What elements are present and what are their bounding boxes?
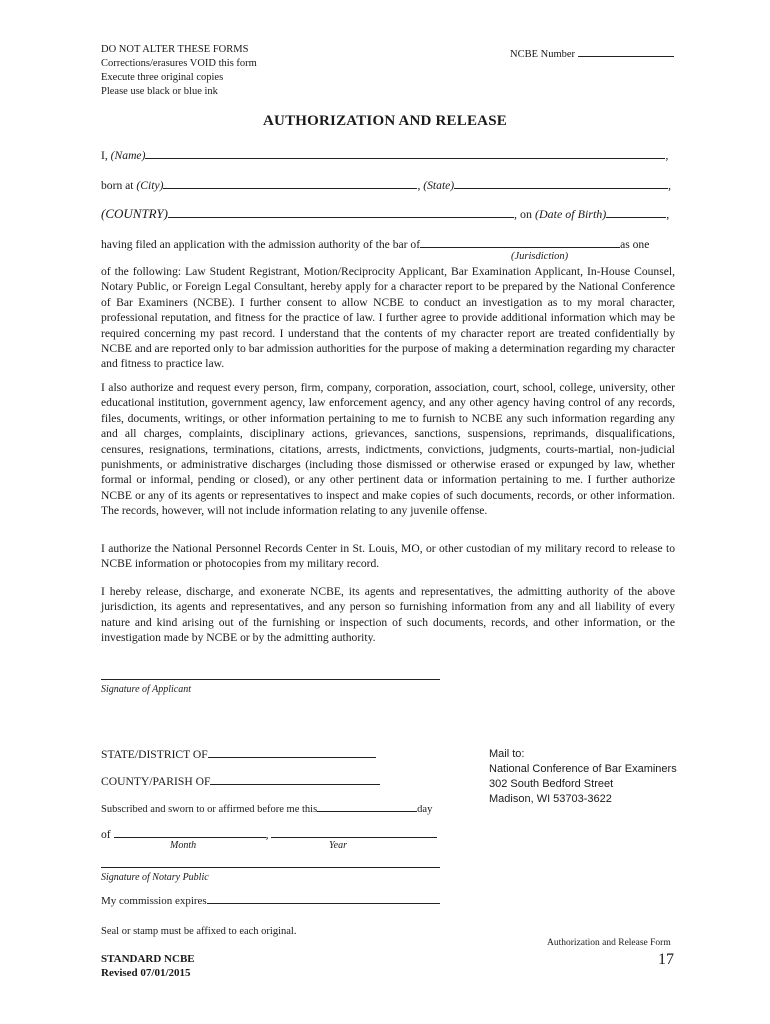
authorization-paragraph: I also authorize and request every person, firm, company, corporation, association, court, school, college, university, other educational institution, government agency, law enforcement agency, and any other agency having control of any records, files, documents, writings, or other information pertaining to me to furnish to NCBE any such information regarding any and all charges, complaints, disciplinary actions, grievances, sanctions, suspensions, reprimands, disqualifications, censures, resignations, terminations, citations, arrests, indictments, convictions, judgments, courts-martial, non-judicial punishments, or administrative discharges (including those dismissed or otherwise erased or expunged by law, whether formal or informal, pending or closed), or any other pertinent data or information pertaining to me. I further authorize NCBE or any of its agents or representatives to inspect and make copies of such documents, records, or other information. The records, however, will not include information relating to any juvenile offense. (101, 381, 675, 518)
mail-address-line: 302 South Bedford Street (489, 778, 614, 790)
state-district-row (101, 746, 376, 761)
on-label: , on (513, 207, 535, 221)
country-label: (COUNTRY) (101, 206, 168, 221)
state-district-label: STATE/DISTRICT OF (101, 748, 208, 761)
release-paragraph: I hereby release, discharge, and exonerate NCBE, its agents and representatives, the admitting authority of the above jurisdiction, its agents and representatives, and any person so furnishing information from any and all liability of every nature and kind arising out of the furnishing or inspection of such documents, records, and other information, or the investigation made by NCBE or by the admitting authority. (101, 585, 675, 645)
birthplace-row: born at (City) , (State) , (101, 179, 672, 192)
commission-input[interactable] (207, 892, 440, 904)
year-input[interactable] (271, 826, 437, 838)
page-title: AUTHORIZATION AND RELEASE (263, 113, 507, 129)
applicant-signature-label: Signature of Applicant (101, 684, 191, 695)
county-parish-row (101, 773, 380, 788)
as-one-text: as one (620, 238, 650, 251)
consent-paragraph: of the following: Law Student Registrant, Motion/Reciprocity Applicant, Bar Examination Applicant, In-House Counsel, Notary Public, or Foreign Legal Consultant, hereby apply for a character report to be prepared by the National Conference of Bar Examiners (NCBE). I further consent to allow NCBE to conduct an investigation as to my moral character, professional reputation, and fitness for the practice of law. I further agree to provide additional information which may be required concerning my past record. I understand that the contents of my character report are treated confidentially by NCBE and are reported only to bar admission authorities for the purpose of making a determination regarding my character and fitness to practice law. (101, 265, 675, 371)
notice-line: DO NOT ALTER THESE FORMS (101, 44, 249, 55)
seal-note: Seal or stamp must be affixed to each original. (101, 926, 297, 937)
state-district-input[interactable] (208, 746, 376, 758)
notary-signature-label: Signature of Notary Public (101, 872, 209, 883)
name-input[interactable] (145, 147, 665, 159)
notice-line: Please use black or blue ink (101, 86, 218, 97)
day-input[interactable] (317, 800, 417, 812)
day-label: day (417, 804, 433, 815)
county-parish-input[interactable] (210, 773, 380, 785)
notary-signature-line[interactable] (101, 867, 440, 868)
month-label: Month (170, 840, 197, 851)
ncbe-number-label: NCBE Number (510, 49, 576, 60)
country-row: (COUNTRY) , on (Date of Birth) , (101, 206, 670, 221)
jurisdiction-label: (Jurisdiction) (511, 251, 569, 262)
county-parish-label: COUNTY/PARISH OF (101, 775, 211, 788)
year-label: Year (329, 840, 347, 851)
military-record-paragraph: I authorize the National Personnel Records Center in St. Louis, MO, or other custodian of my military record to release to NCBE information or photocopies from my military record. (101, 542, 675, 571)
dob-label: (Date of Birth) (534, 207, 607, 221)
dob-input[interactable] (606, 206, 666, 218)
standard-label: STANDARD NCBE (101, 953, 195, 965)
footer-standard (101, 952, 195, 980)
application-text: having filed an application with the admission authority of the bar of (101, 238, 421, 251)
state-label: (State) (423, 179, 455, 192)
commission-row (101, 892, 440, 907)
notice-line: Execute three original copies (101, 72, 224, 83)
form-name: Authorization and Release Form (547, 938, 671, 948)
name-label: (Name) (110, 149, 146, 162)
city-label: (City) (136, 179, 164, 192)
jurisdiction-row (101, 236, 681, 251)
ncbe-number-field[interactable] (510, 45, 674, 62)
ncbe-number-input[interactable] (578, 45, 674, 57)
revised-date: Revised 07/01/2015 (101, 967, 191, 979)
applicant-signature-line[interactable] (101, 679, 440, 680)
state-input[interactable] (454, 177, 668, 189)
city-input[interactable] (163, 177, 417, 189)
i-prefix: I, (101, 149, 111, 162)
of-label: of (101, 828, 111, 841)
page-number: 17 (658, 951, 674, 968)
country-input[interactable] (168, 206, 514, 218)
commission-label: My commission expires (101, 895, 207, 907)
subscribed-label: Subscribed and sworn to or affirmed before me this (101, 804, 318, 815)
jurisdiction-input[interactable] (420, 236, 620, 248)
born-at-label: born at (101, 179, 137, 192)
month-input[interactable] (114, 826, 266, 838)
notice-line: Corrections/erasures VOID this form (101, 58, 257, 69)
form-notice (101, 43, 257, 99)
mail-to-block (489, 747, 677, 807)
subscribed-row (101, 800, 432, 815)
mail-to-heading: Mail to: (489, 748, 525, 760)
mail-address-line: Madison, WI 53703-3622 (489, 793, 612, 805)
name-row: I, (Name) , (101, 149, 669, 162)
month-year-row: of , (101, 826, 437, 841)
mail-address-line: National Conference of Bar Examiners (489, 763, 677, 775)
